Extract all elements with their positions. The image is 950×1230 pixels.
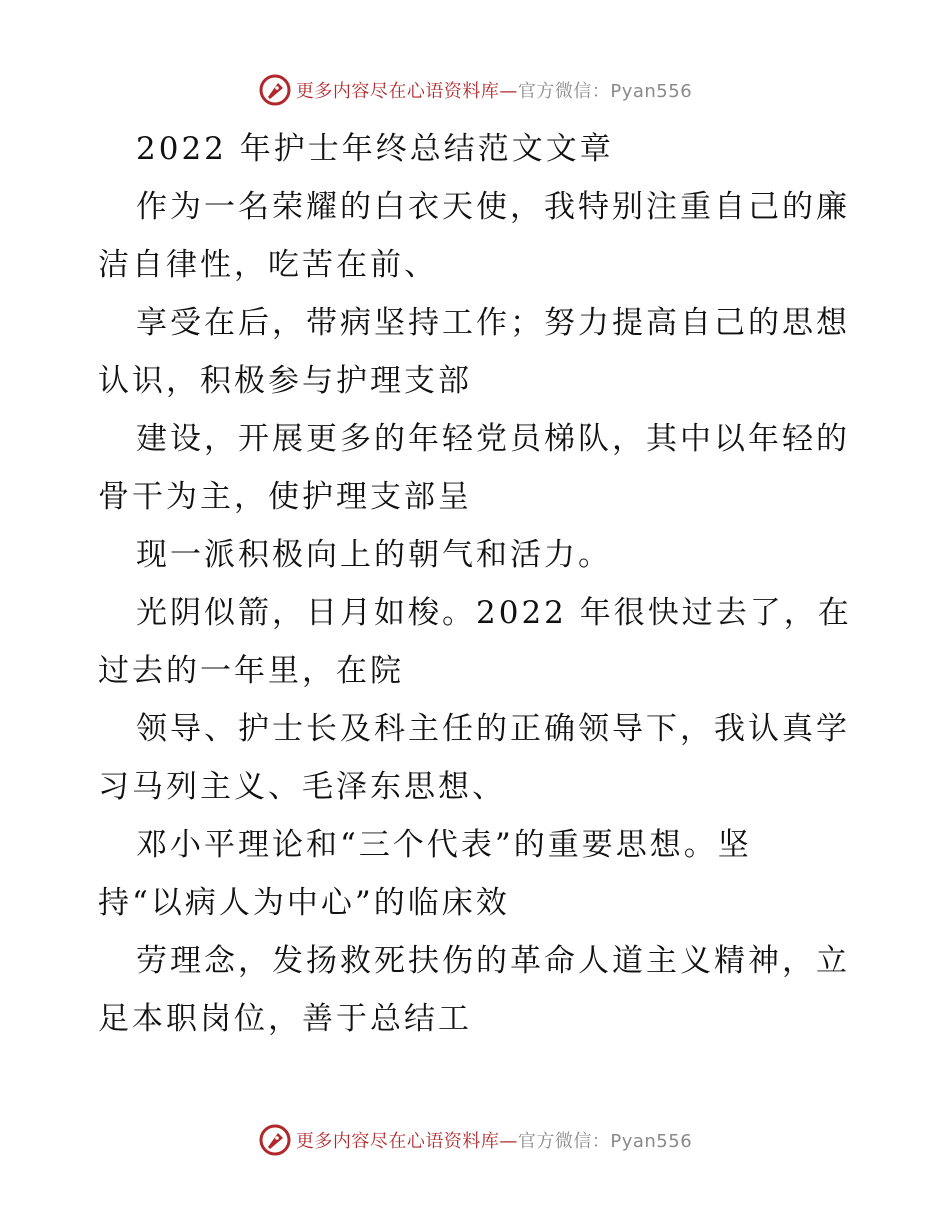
pen-nib-circle-icon xyxy=(258,73,292,107)
text-line: 邓小平理论和“三个代表”的重要思想。坚 xyxy=(136,827,752,863)
watermark-text: 更多内容尽在心语资料库—官方微信：Pyan556 xyxy=(295,1131,693,1152)
text-line: 作为一名荣耀的白衣天使，我特别注重自己的廉 xyxy=(136,189,850,225)
text-line: 建设，开展更多的年轻党员梯队，其中以年轻的 xyxy=(136,421,850,457)
watermark-text: 更多内容尽在心语资料库—官方微信：Pyan556 xyxy=(295,81,693,102)
text-line: 洁自律性，吃苦在前、 xyxy=(98,247,438,283)
text-line: 持“以病人为中心”的临床效 xyxy=(98,885,510,921)
text-line: 骨干为主，使护理支部呈 xyxy=(98,479,472,515)
text-line: 现一派积极向上的朝气和活力。 xyxy=(136,537,612,573)
text-line: 习马列主义、毛泽东思想、 xyxy=(98,769,506,805)
text-line: 享受在后，带病坚持工作；努力提高自己的思想 xyxy=(136,305,850,341)
text-line: 光阴似箭，日月如梭。2022 年很快过去了，在 xyxy=(136,595,852,631)
text-line: 领导、护士长及科主任的正确领导下，我认真学 xyxy=(136,711,850,747)
text-line: 劳理念，发扬救死扶伤的革命人道主义精神，立 xyxy=(136,943,850,979)
document-title: 2022 年护士年终总结范文文章 xyxy=(136,131,614,167)
pen-nib-circle-icon xyxy=(258,1123,292,1157)
text-line: 过去的一年里，在院 xyxy=(98,653,404,689)
text-line: 足本职岗位，善于总结工 xyxy=(98,1001,472,1037)
header-watermark xyxy=(0,70,950,110)
text-line: 认识，积极参与护理支部 xyxy=(98,363,472,399)
footer-watermark xyxy=(0,1120,950,1160)
document-body xyxy=(98,120,858,1048)
